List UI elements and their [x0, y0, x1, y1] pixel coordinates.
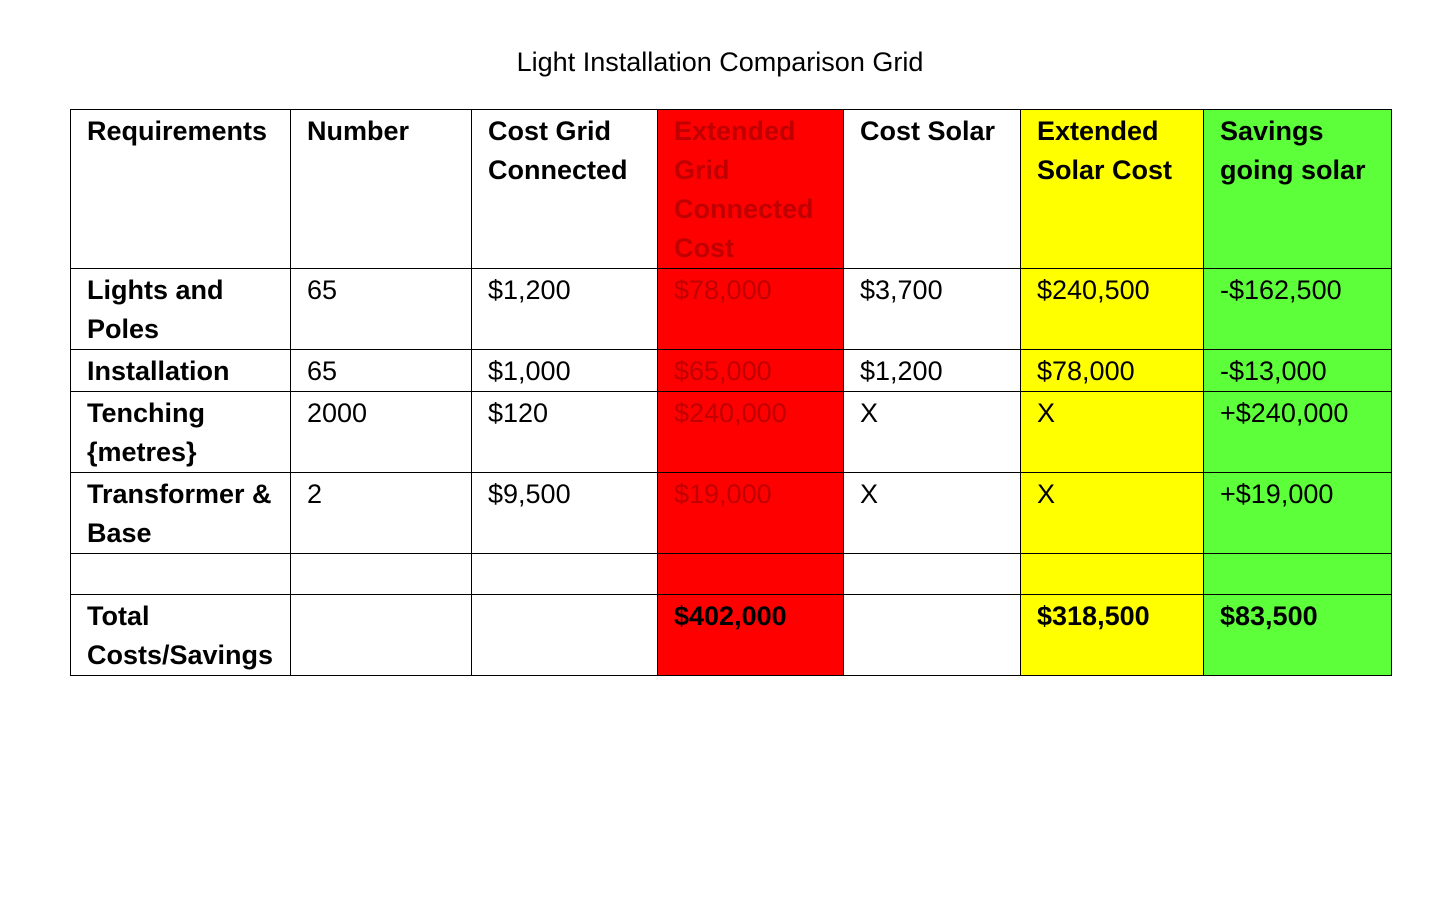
row-extended-grid-cost: $240,000 — [658, 392, 844, 473]
header-cost-solar: Cost Solar — [844, 110, 1021, 269]
table-row — [71, 269, 1392, 350]
row-extended-solar-cost — [1021, 554, 1204, 595]
row-extended-grid-cost — [658, 554, 844, 595]
total-row — [71, 595, 1392, 676]
row-requirement: Lights and Poles — [71, 269, 291, 350]
row-requirement — [71, 554, 291, 595]
table-row-blank — [71, 554, 1392, 595]
row-cost-grid: $9,500 — [472, 473, 658, 554]
row-number: 65 — [291, 350, 472, 392]
total-cost-solar — [844, 595, 1021, 676]
row-extended-solar-cost: X — [1021, 473, 1204, 554]
row-extended-grid-cost: $78,000 — [658, 269, 844, 350]
row-savings: -$13,000 — [1204, 350, 1392, 392]
header-row — [71, 110, 1392, 269]
row-cost-grid: $1,200 — [472, 269, 658, 350]
row-cost-solar — [844, 554, 1021, 595]
row-savings: -$162,500 — [1204, 269, 1392, 350]
header-cost-grid-connected: Cost Grid Connected — [472, 110, 658, 269]
row-number: 65 — [291, 269, 472, 350]
row-requirement: Tenching {metres} — [71, 392, 291, 473]
header-extended-grid-connected-cost: Extended Grid Connected Cost — [658, 110, 844, 269]
total-label: Total Costs/Savings — [71, 595, 291, 676]
total-savings: $83,500 — [1204, 595, 1392, 676]
row-extended-solar-cost: $78,000 — [1021, 350, 1204, 392]
row-savings — [1204, 554, 1392, 595]
comparison-table — [70, 109, 1392, 676]
row-cost-grid — [472, 554, 658, 595]
row-extended-solar-cost: X — [1021, 392, 1204, 473]
table-row — [71, 392, 1392, 473]
row-cost-grid: $1,000 — [472, 350, 658, 392]
row-cost-solar: $3,700 — [844, 269, 1021, 350]
row-extended-solar-cost: $240,500 — [1021, 269, 1204, 350]
table-row — [71, 350, 1392, 392]
total-extended-grid-cost: $402,000 — [658, 595, 844, 676]
row-cost-solar: X — [844, 392, 1021, 473]
row-requirement: Transformer & Base — [71, 473, 291, 554]
row-requirement: Installation — [71, 350, 291, 392]
row-cost-grid: $120 — [472, 392, 658, 473]
row-cost-solar: $1,200 — [844, 350, 1021, 392]
row-number — [291, 554, 472, 595]
page-title: Light Installation Comparison Grid — [516, 47, 924, 77]
row-number: 2 — [291, 473, 472, 554]
row-cost-solar: X — [844, 473, 1021, 554]
header-savings-going-solar: Savings going solar — [1204, 110, 1392, 269]
header-requirements: Requirements — [71, 110, 291, 269]
header-number: Number — [291, 110, 472, 269]
row-savings: +$240,000 — [1204, 392, 1392, 473]
total-extended-solar-cost: $318,500 — [1021, 595, 1204, 676]
row-extended-grid-cost: $65,000 — [658, 350, 844, 392]
row-number: 2000 — [291, 392, 472, 473]
row-extended-grid-cost: $19,000 — [658, 473, 844, 554]
header-extended-solar-cost: Extended Solar Cost — [1021, 110, 1204, 269]
total-number — [291, 595, 472, 676]
table-row — [71, 473, 1392, 554]
row-savings: +$19,000 — [1204, 473, 1392, 554]
total-cost-grid — [472, 595, 658, 676]
